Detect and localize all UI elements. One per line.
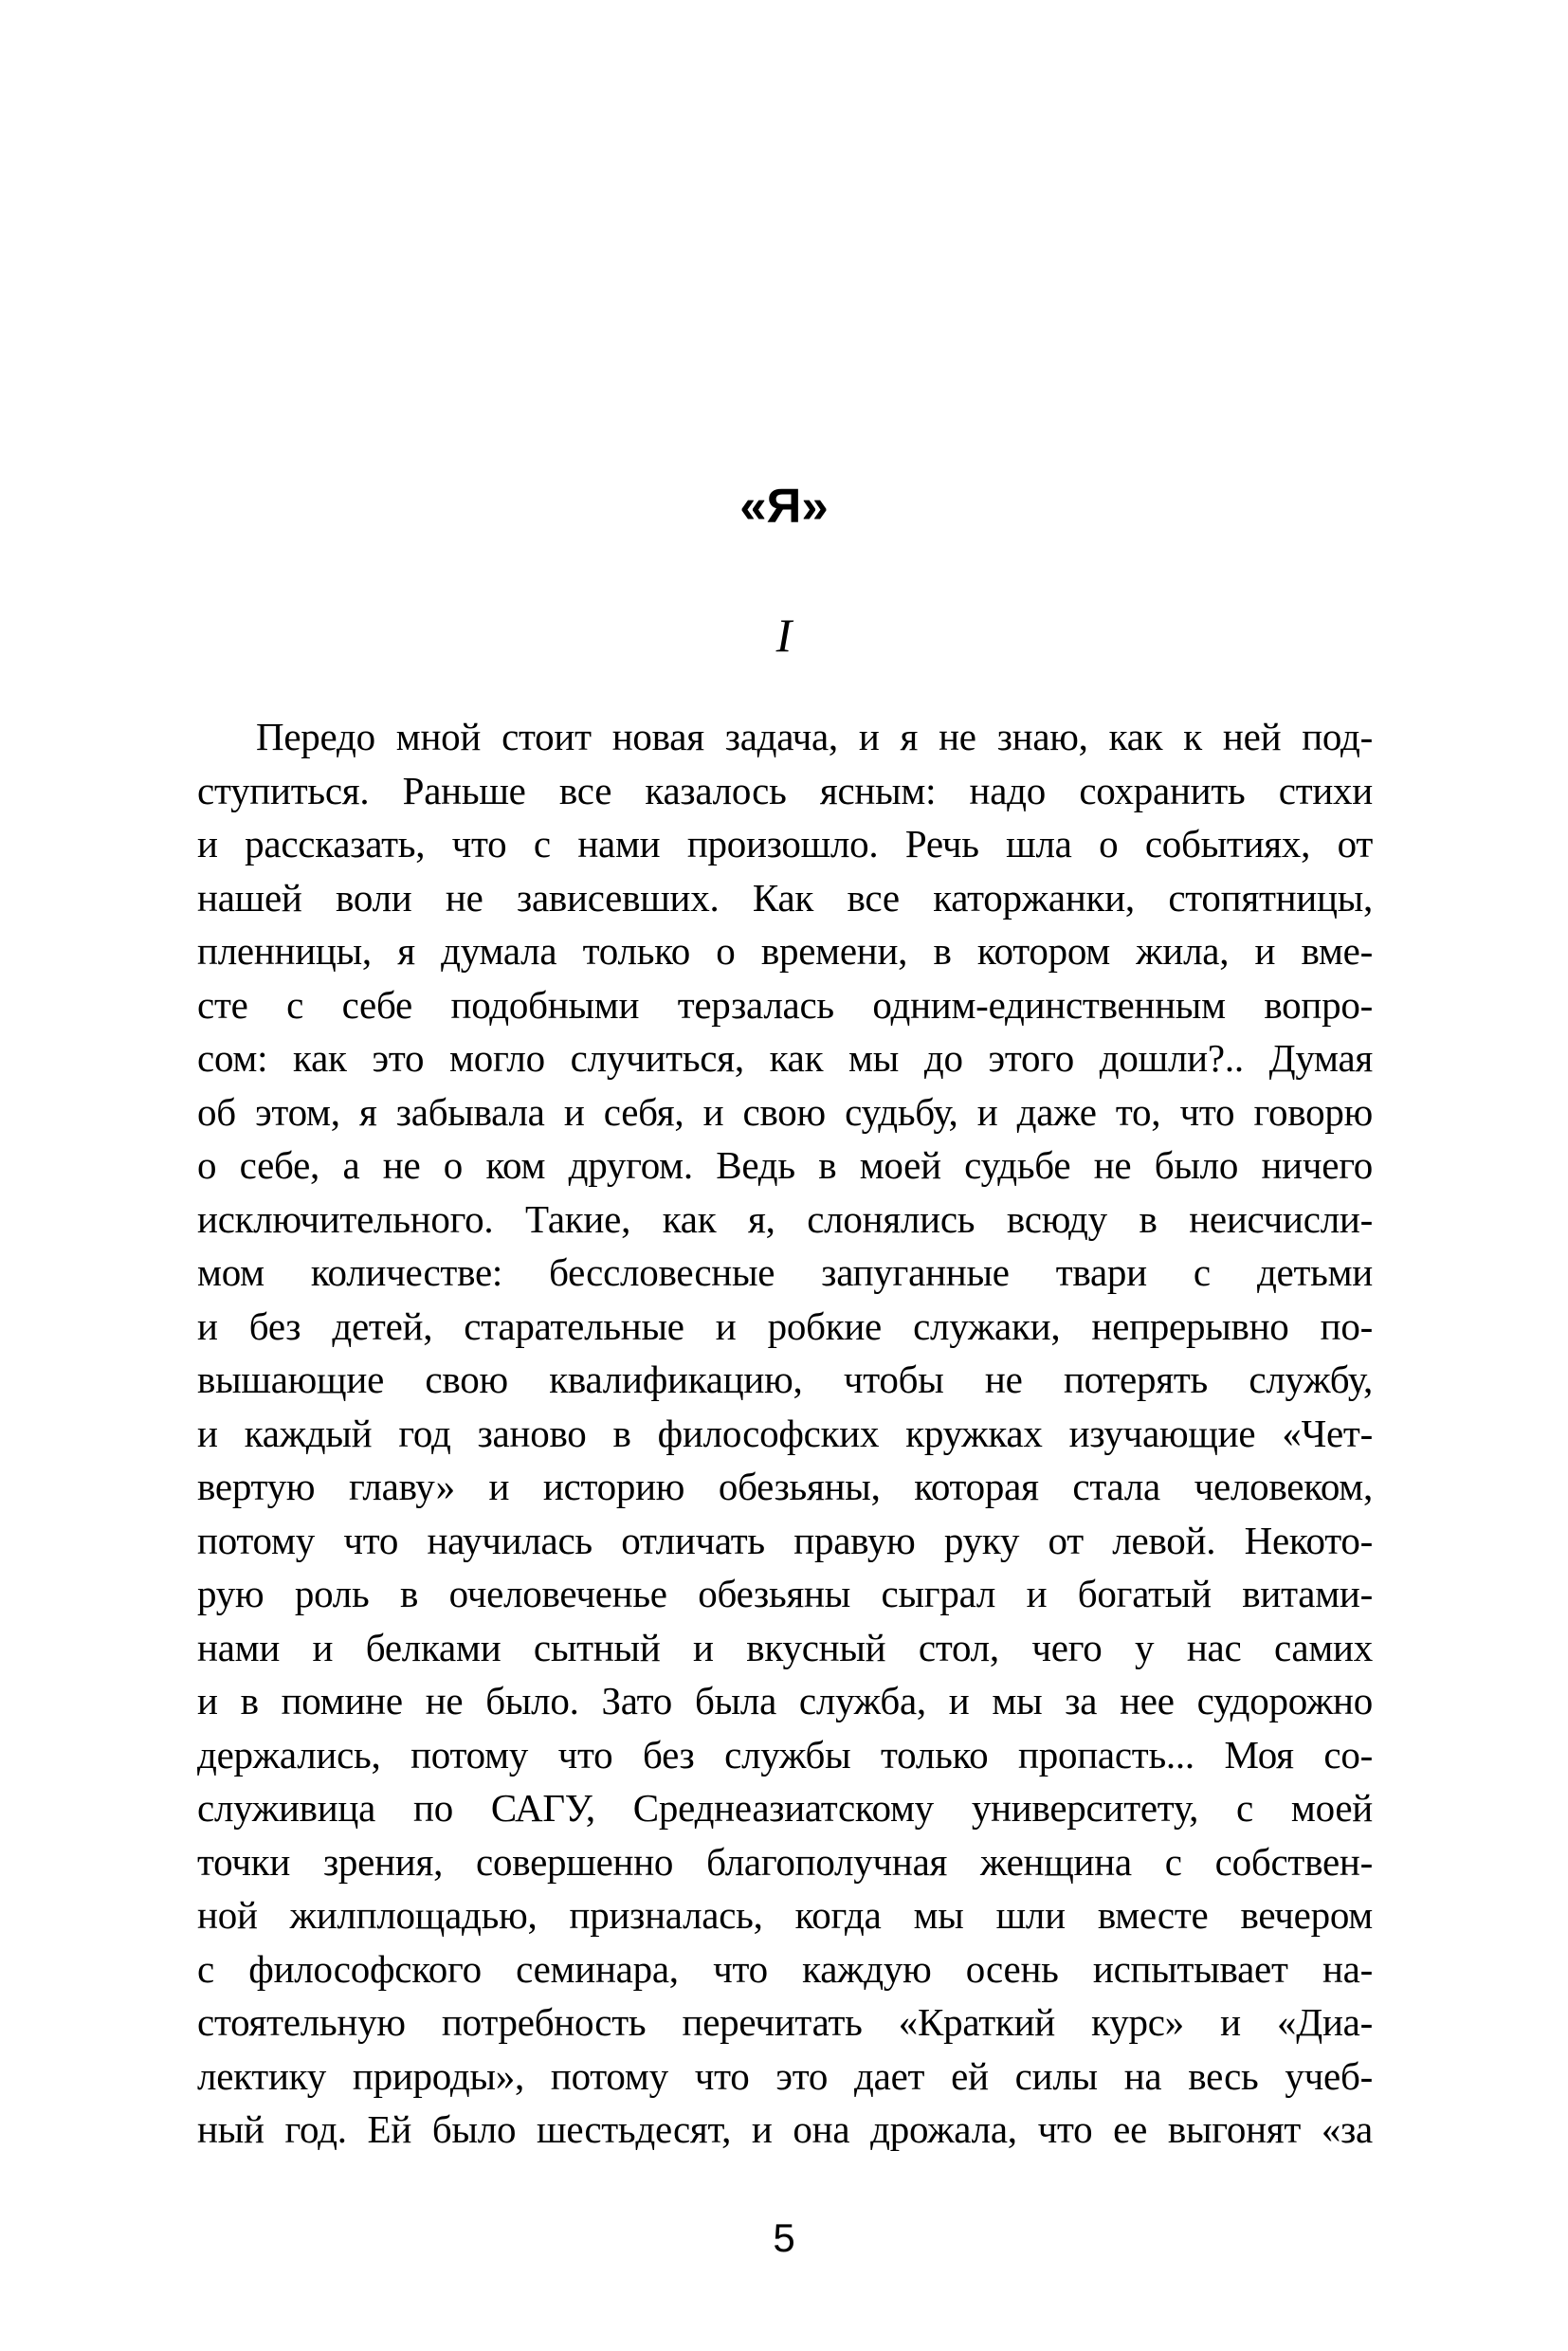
paragraph-line: лектику природы», потому что это дает ей силы на весь учеб- (197, 2053, 1373, 2098)
paragraph-line: и каждый год заново в философских кружках изучающие «Чет- (197, 1411, 1373, 1455)
paragraph-line: потому что научилась отличать правую руку от левой. Некото- (197, 1518, 1373, 1562)
paragraph-line: стоятельную потребность перечитать «Краткий курс» и «Диа- (197, 2000, 1373, 2044)
paragraph-line: ступиться. Раньше все казалось ясным: надо сохранить стихи (197, 768, 1373, 812)
paragraph-line: и без детей, старательные и робкие служаки, непрерывно по- (197, 1303, 1373, 1348)
paragraph-line: исключительного. Такие, как я, слонялись всюду в неисчисли- (197, 1196, 1373, 1241)
paragraph-line: рую роль в очеловеченье обезьяны сыграл и богатый витами- (197, 1572, 1373, 1615)
chapter-title: «Я» (739, 479, 829, 533)
paragraph-line: вышающие свою квалификацию, чтобы не потерять службу, (197, 1358, 1373, 1401)
paragraph-line: точки зрения, совершенно благополучная женщина с собствен- (197, 1839, 1373, 1884)
paragraph-line: сом: как это могло случиться, как мы до этого дошли?.. Думая (197, 1036, 1373, 1080)
paragraph-line: держались, потому что без службы только пропасть... Моя со- (197, 1732, 1373, 1777)
paragraph-line: сте с себе подобными терзалась одним-единственным вопро- (197, 982, 1373, 1027)
paragraph (197, 710, 1373, 2157)
paragraph-line: о себе, а не о ком другом. Ведь в моей судьбе не было ничего (197, 1143, 1373, 1187)
paragraph-line: вертую главу» и историю обезьяны, которая стала человеком, (197, 1465, 1373, 1508)
paragraph-line: служивица по САГУ, Среднеазиатскому университету, с моей (197, 1786, 1373, 1830)
section-numeral: I (775, 609, 793, 662)
paragraph-line: нашей воли не зависевших. Как все каторжанки, стопятницы, (197, 875, 1373, 920)
paragraph-line: об этом, я забывала и себя, и свою судьбу, и даже то, что говорю (197, 1089, 1373, 1134)
paragraph-line: мом количестве: бессловесные запуганные твари с детьми (197, 1250, 1373, 1294)
paragraph-line: ной жилплощадью, призналась, когда мы шли вместе вечером (197, 1893, 1373, 1937)
paragraph-line: с философского семинара, что каждую осень испытывает на- (197, 1946, 1373, 1991)
paragraph-line: и в помине не было. Зато была служба, и мы за нее судорожно (197, 1679, 1373, 1722)
paragraph-line: Передо мной стоит новая задача, и я не знаю, как к ней под- (256, 715, 1373, 758)
paragraph-line: и рассказать, что с нами произошло. Речь шла о событиях, от (197, 822, 1373, 866)
paragraph-line: пленницы, я думала только о времени, в котором жила, и вме- (197, 929, 1373, 973)
page-number: 5 (773, 2215, 795, 2260)
paragraph-line: нами и белками сытный и вкусный стол, чего у нас самих (197, 1625, 1373, 1669)
paragraph-line: ный год. Ей было шестьдесят, и она дрожала, что ее выгонят «за (197, 2107, 1373, 2151)
